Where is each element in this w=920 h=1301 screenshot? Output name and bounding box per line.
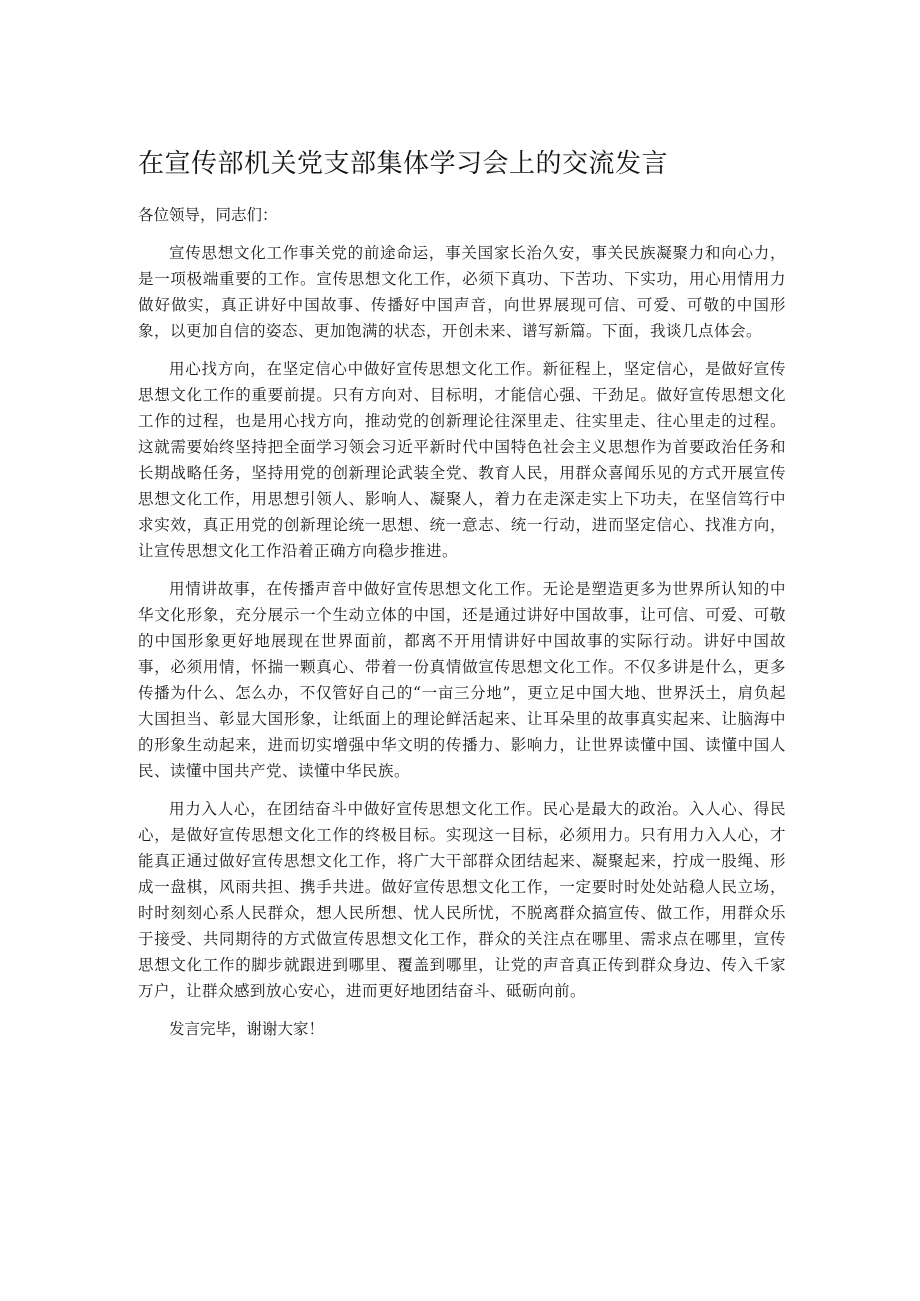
document-title: 在宣传部机关党支部集体学习会上的交流发言 (138, 149, 669, 179)
closing-remark: 发言完毕，谢谢大家！ (169, 1020, 325, 1038)
paragraph-hearts: 用力入人心，在团结奋斗中做好宣传思想文化工作。民心是最大的政治。入人心、得民心，是做好宣传思想文化工作的终极目标。实现这一目标，必须用力。只有用力入人心，才能真正通过做好宣传思想文化工作，将广大干部群众团结起来、凝聚起来，拧成一股绳、形成一盘棋，风雨共担、携手共进。做好宣传思想文化工作，一定要时时处处站稳人民立场，时时刻刻心系人民群众，想人民所想、忧人民所忧，不脱离群众搞宣传、做工作，用群众乐于接受、共同期待的方式做宣传思想文化工作，群众的关注点在哪里、需求点在哪里，宣传思想文化工作的脚步就跟进到哪里、覆盖到哪里，让党的声音真正传到群众身边、传入千家万户，让群众感到放心安心，进而更好地团结奋斗、砥砺向前。 (138, 800, 786, 1000)
paragraph-intro: 宣传思想文化工作事关党的前途命运，事关国家长治久安，事关民族凝聚力和向心力，是一项极端重要的工作。宣传思想文化工作，必须下真功、下苦功、下实功，用心用情用力做好做实，真正讲好中国故事、传播好中国声音，向世界展现可信、可爱、可敬的中国形象，以更加自信的姿态、更加饱满的状态，开创未来、谱写新篇。下面，我谈几点体会。 (138, 244, 786, 340)
paragraph-storytelling: 用情讲故事，在传播声音中做好宣传思想文化工作。无论是塑造更多为世界所认知的中华文化形象，充分展示一个生动立体的中国，还是通过讲好中国故事，让可信、可爱、可敬的中国形象更好地展现在世界面前，都离不开用情讲好中国故事的实际行动。讲好中国故事，必须用情，怀揣一颗真心、带着一份真情做宣传思想文化工作。不仅多讲是什么，更多传播为什么、怎么办，不仅管好自己的“一亩三分地”，更立足中国大地、世界沃土，肩负起大国担当、彰显大国形象，让纸面上的理论鲜活起来、让耳朵里的故事真实起来、让脑海中的形象生动起来，进而切实增强中华文明的传播力、影响力，让世界读懂中国、读懂中国人民、读懂中国共产党、读懂中华民族。 (138, 580, 786, 780)
paragraph-direction: 用心找方向，在坚定信心中做好宣传思想文化工作。新征程上，坚定信心，是做好宣传思想文化工作的重要前提。只有方向对、目标明，才能信心强、干劲足。做好宣传思想文化工作的过程，也是用心找方向，推动党的创新理论往深里走、往实里走、往心里走的过程。这就需要始终坚持把全面学习领会习近平新时代中国特色社会主义思想作为首要政治任务和长期战略任务，坚持用党的创新理论武装全党、教育人民，用群众喜闻乐见的方式开展宣传思想文化工作，用思想引领人、影响人、凝聚人，着力在走深走实上下功夫，在坚信笃行中求实效，真正用党的创新理论统一思想、统一意志、统一行动，进而坚定信心、找准方向，让宣传思想文化工作沿着正确方向稳步推进。 (138, 360, 786, 560)
salutation: 各位领导，同志们： (138, 206, 278, 224)
document-body (138, 146, 786, 1042)
